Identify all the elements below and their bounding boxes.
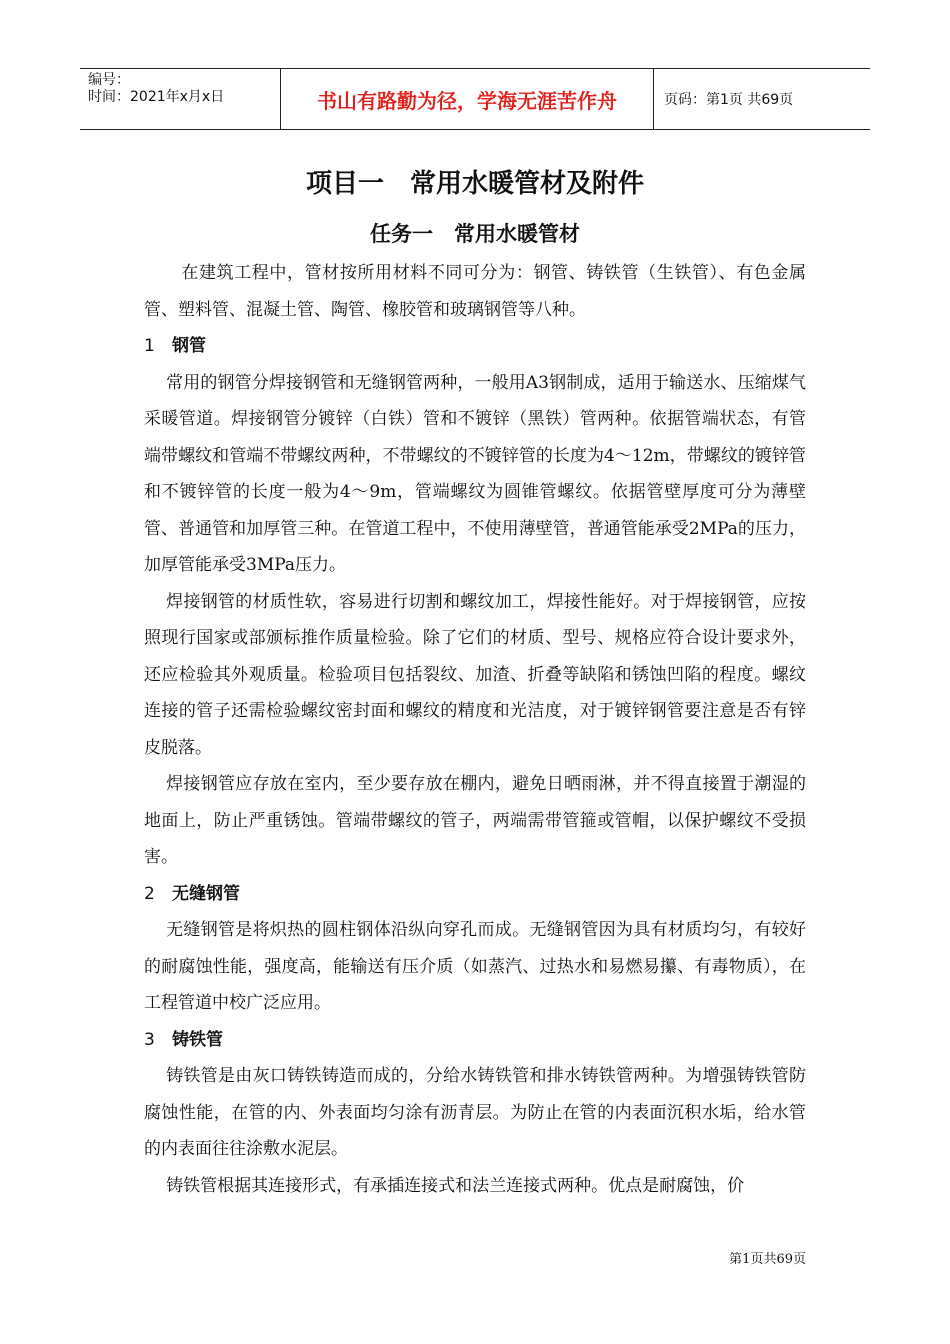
page-header (80, 68, 870, 130)
section-heading-steel-pipe (144, 328, 806, 365)
document-body (144, 255, 806, 1204)
section-title: 无缝钢管 (172, 883, 240, 904)
paragraph: 铸铁管是由灰口铸铁铸造而成的，分给水铸铁管和排水铸铁管两种。为增强铸铁管防腐蚀性能，在管的内、外表面均匀涂有沥青层。为防止在管的内表面沉积水垢，给水管的内表面往往涂敷水泥层。 (144, 1066, 806, 1159)
header-motto: 书山有路勤为径，学海无涯苦作舟 (281, 69, 654, 129)
header-page-info: 页码：第1页 共69页 (664, 92, 794, 108)
intro-paragraph: 在建筑工程中，管材按所用材料不同可分为：钢管、铸铁管（生铁管）、有色金属管、塑料管、混凝土管、陶管、橡胶管和玻璃钢管等八种。 (144, 263, 806, 320)
section-heading-cast-iron-pipe (144, 1022, 806, 1059)
section-number: 3 (144, 1029, 155, 1050)
document-number-label: 编号： (88, 72, 130, 88)
page-footer: 第1页共69页 (729, 1252, 806, 1267)
document-title: 项目一 常用水暖管材及附件 (305, 169, 644, 199)
paragraph: 铸铁管根据其连接形式，有承插连接式和法兰连接式两种。优点是耐腐蚀，价 (166, 1175, 745, 1196)
paragraph: 常用的钢管分焊接钢管和无缝钢管两种，一般用A3钢制成，适用于输送水、压缩煤气采暖管道。焊接钢管分镀锌（白铁）管和不镀锌（黑铁）管两种。依据管端状态，有管端带螺纹和管端不带螺纹两种，不带螺纹的不镀锌管的长度为4～12m，带螺纹的镀锌管和不镀锌管的长度一般为4～9m，管端螺纹为圆锥管螺纹。依据管壁厚度可分为薄壁管、普通管和加厚管三种。在管道工程中，不使用薄壁管，普通管能承受2MPa的压力，加厚管能承受3MPa压力。 (144, 372, 806, 575)
document-subtitle: 任务一 常用水暖管材 (370, 222, 580, 246)
section-title: 铸铁管 (172, 1029, 223, 1050)
section-number: 2 (144, 883, 155, 904)
section-heading-seamless-steel-pipe (144, 876, 806, 913)
paragraph: 焊接钢管的材质性软，容易进行切割和螺纹加工，焊接性能好。对于焊接钢管，应按照现行国家或部颁标推作质量检验。除了它们的材质、型号、规格应符合设计要求外，还应检验其外观质量。检验项目包括裂纹、加渣、折叠等缺陷和锈蚀凹陷的程度。螺纹连接的管子还需检验螺纹密封面和螺纹的精度和光洁度，对于镀锌钢管要注意是否有锌皮脱落。 (144, 591, 806, 758)
document-time-label: 时间：2021年x月x日 (88, 89, 225, 105)
header-meta (80, 69, 281, 129)
section-title: 钢管 (172, 336, 206, 356)
paragraph: 焊接钢管应存放在室内，至少要存放在棚内，避免日晒雨淋，并不得直接置于潮湿的地面上，防止严重锈蚀。管端带螺纹的管子，两端需带管箍或管帽，以保护螺纹不受损害。 (144, 774, 806, 867)
section-number: 1 (144, 336, 155, 356)
paragraph: 无缝钢管是将炽热的圆柱钢体沿纵向穿孔而成。无缝钢管因为具有材质均匀，有较好的耐腐蚀性能，强度高，能输送有压介质（如蒸汽、过热水和易燃易攥、有毒物质），在工程管道中校广泛应用。 (144, 920, 806, 1013)
